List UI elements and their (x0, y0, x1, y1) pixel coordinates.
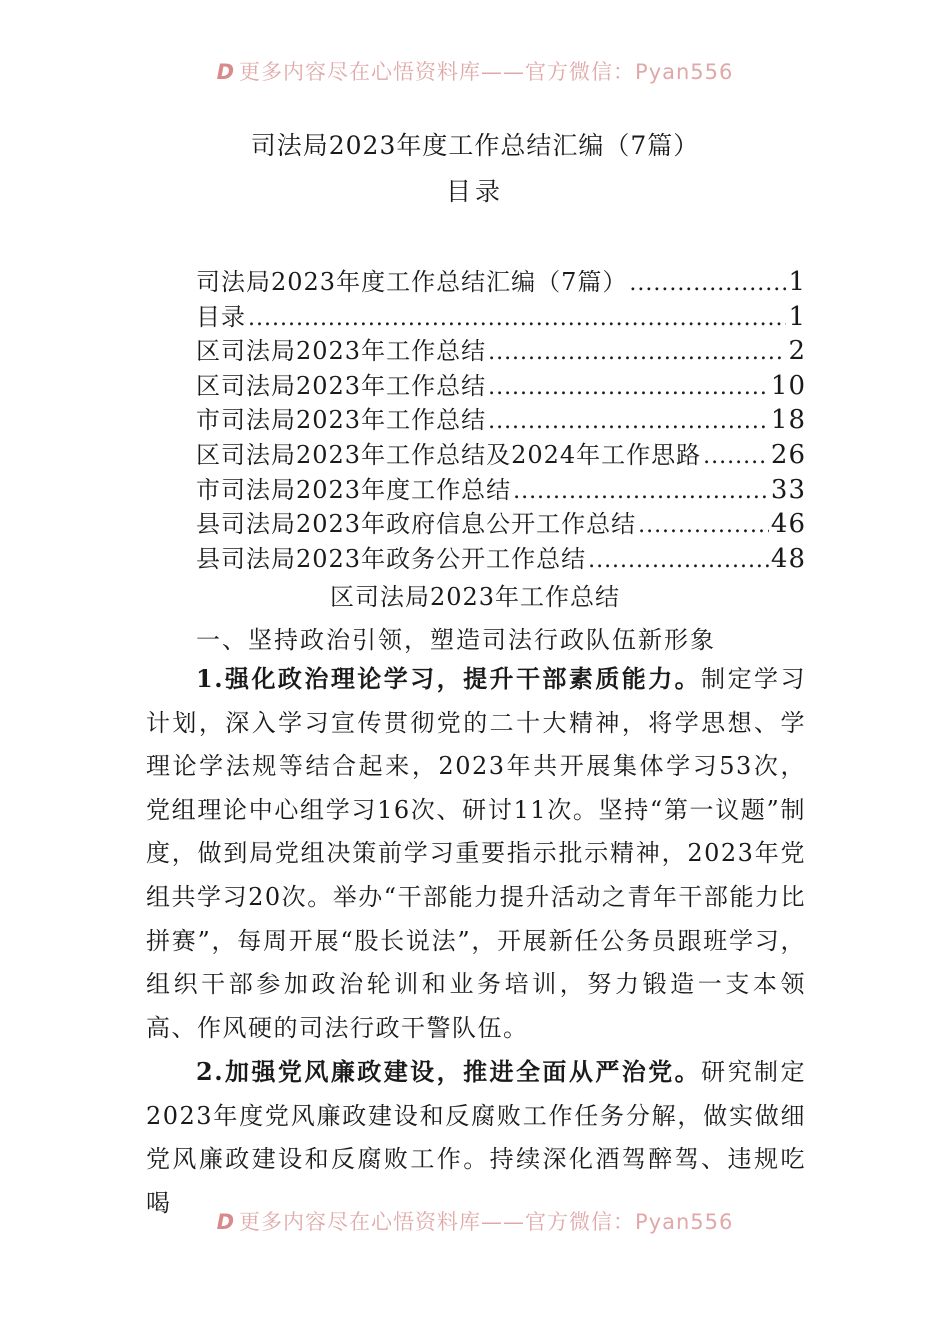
toc-entry-title: 区司法局2023年工作总结及2024年工作思路 (196, 440, 702, 469)
toc-entry-page: 46 (770, 509, 806, 540)
toc-leader-dots (488, 340, 786, 365)
paragraph-body: 研究制定2023年度党风廉政建设和反腐败工作任务分解，做实做细党风廉政建设和反腐败工作。持续深化酒驾醉驾、违规吃喝 (146, 1058, 806, 1217)
toc-entry-title: 市司法局2023年工作总结 (196, 406, 487, 435)
section-heading-1: 一、坚持政治引领，塑造司法行政队伍新形象 (196, 626, 716, 654)
toc-heading: 目录 (445, 177, 504, 206)
paragraph-body: 制定学习计划，深入学习宣传贯彻党的二十大精神，将学思想、学理论学法规等结合起来，2023年共开展集体学习53次，党组理论中心组学习16次、研讨11次。坚持“第一议题”制度，做到局党组决策前学习重要指示批示精神，2023年党组共学习20次。举办“干部能力提升活动之青年干部能力比拼赛”，每周开展“股长说法”，开展新任公务员跟班学习，组织干部参加政治轮训和业务培训，努力锻造一支本领高、作风硬的司法行政干警队伍。 (146, 665, 806, 1042)
toc-leader-dots (513, 479, 769, 504)
body-paragraph (146, 1050, 806, 1225)
toc-entry-page: 1 (788, 301, 806, 332)
toc-leader-dots (248, 306, 786, 331)
section-title: 区司法局2023年工作总结 (329, 583, 621, 611)
watermark-text: 更多内容尽在心悟资料库——官方微信：Pyan556 (239, 1210, 734, 1234)
toc-entry[interactable] (196, 539, 806, 574)
toc-entry-page: 26 (770, 439, 806, 470)
paragraph-lead: 1.强化政治理论学习，提升干部素质能力。 (196, 664, 702, 693)
toc-entry-title: 司法局2023年度工作总结汇编（7篇） (196, 268, 628, 296)
watermark-logo: D (216, 1210, 236, 1234)
table-of-contents (196, 262, 806, 573)
toc-entry-title: 县司法局2023年政务公开工作总结 (196, 544, 587, 573)
toc-entry-page: 18 (770, 405, 806, 436)
toc-entry-page: 48 (770, 543, 806, 574)
toc-leader-dots (638, 513, 769, 538)
toc-leader-dots (488, 375, 769, 400)
toc-leader-dots (488, 409, 769, 434)
toc-leader-dots (703, 444, 769, 469)
watermark-footer (0, 1206, 950, 1236)
toc-entry-title: 区司法局2023年工作总结 (196, 371, 487, 400)
toc-entry[interactable] (196, 435, 806, 470)
toc-entry[interactable] (196, 297, 806, 332)
toc-entry[interactable] (196, 470, 806, 505)
toc-entry[interactable] (196, 331, 806, 366)
toc-entry[interactable] (196, 262, 806, 297)
toc-leader-dots (629, 271, 786, 296)
watermark-text: 更多内容尽在心悟资料库——官方微信：Pyan556 (239, 60, 734, 84)
toc-entry-title: 市司法局2023年度工作总结 (196, 475, 512, 504)
toc-entry[interactable] (196, 400, 806, 435)
toc-entry-title: 区司法局2023年工作总结 (196, 337, 487, 366)
toc-leader-dots (588, 548, 769, 573)
toc-entry-page: 1 (788, 267, 806, 297)
document-title: 司法局2023年度工作总结汇编（7篇） (250, 131, 700, 160)
watermark-header (0, 56, 950, 86)
toc-entry-page: 2 (788, 336, 806, 367)
toc-entry[interactable] (196, 366, 806, 401)
toc-entry-title: 目录 (196, 302, 246, 331)
watermark-logo: D (216, 60, 236, 84)
toc-entry-page: 33 (770, 474, 806, 505)
toc-entry-title: 县司法局2023年政府信息公开工作总结 (196, 510, 637, 539)
paragraph-lead: 2.加强党风廉政建设，推进全面从严治党。 (196, 1057, 702, 1086)
body-paragraph (146, 657, 806, 1050)
toc-entry-page: 10 (770, 370, 806, 401)
toc-entry[interactable] (196, 504, 806, 539)
